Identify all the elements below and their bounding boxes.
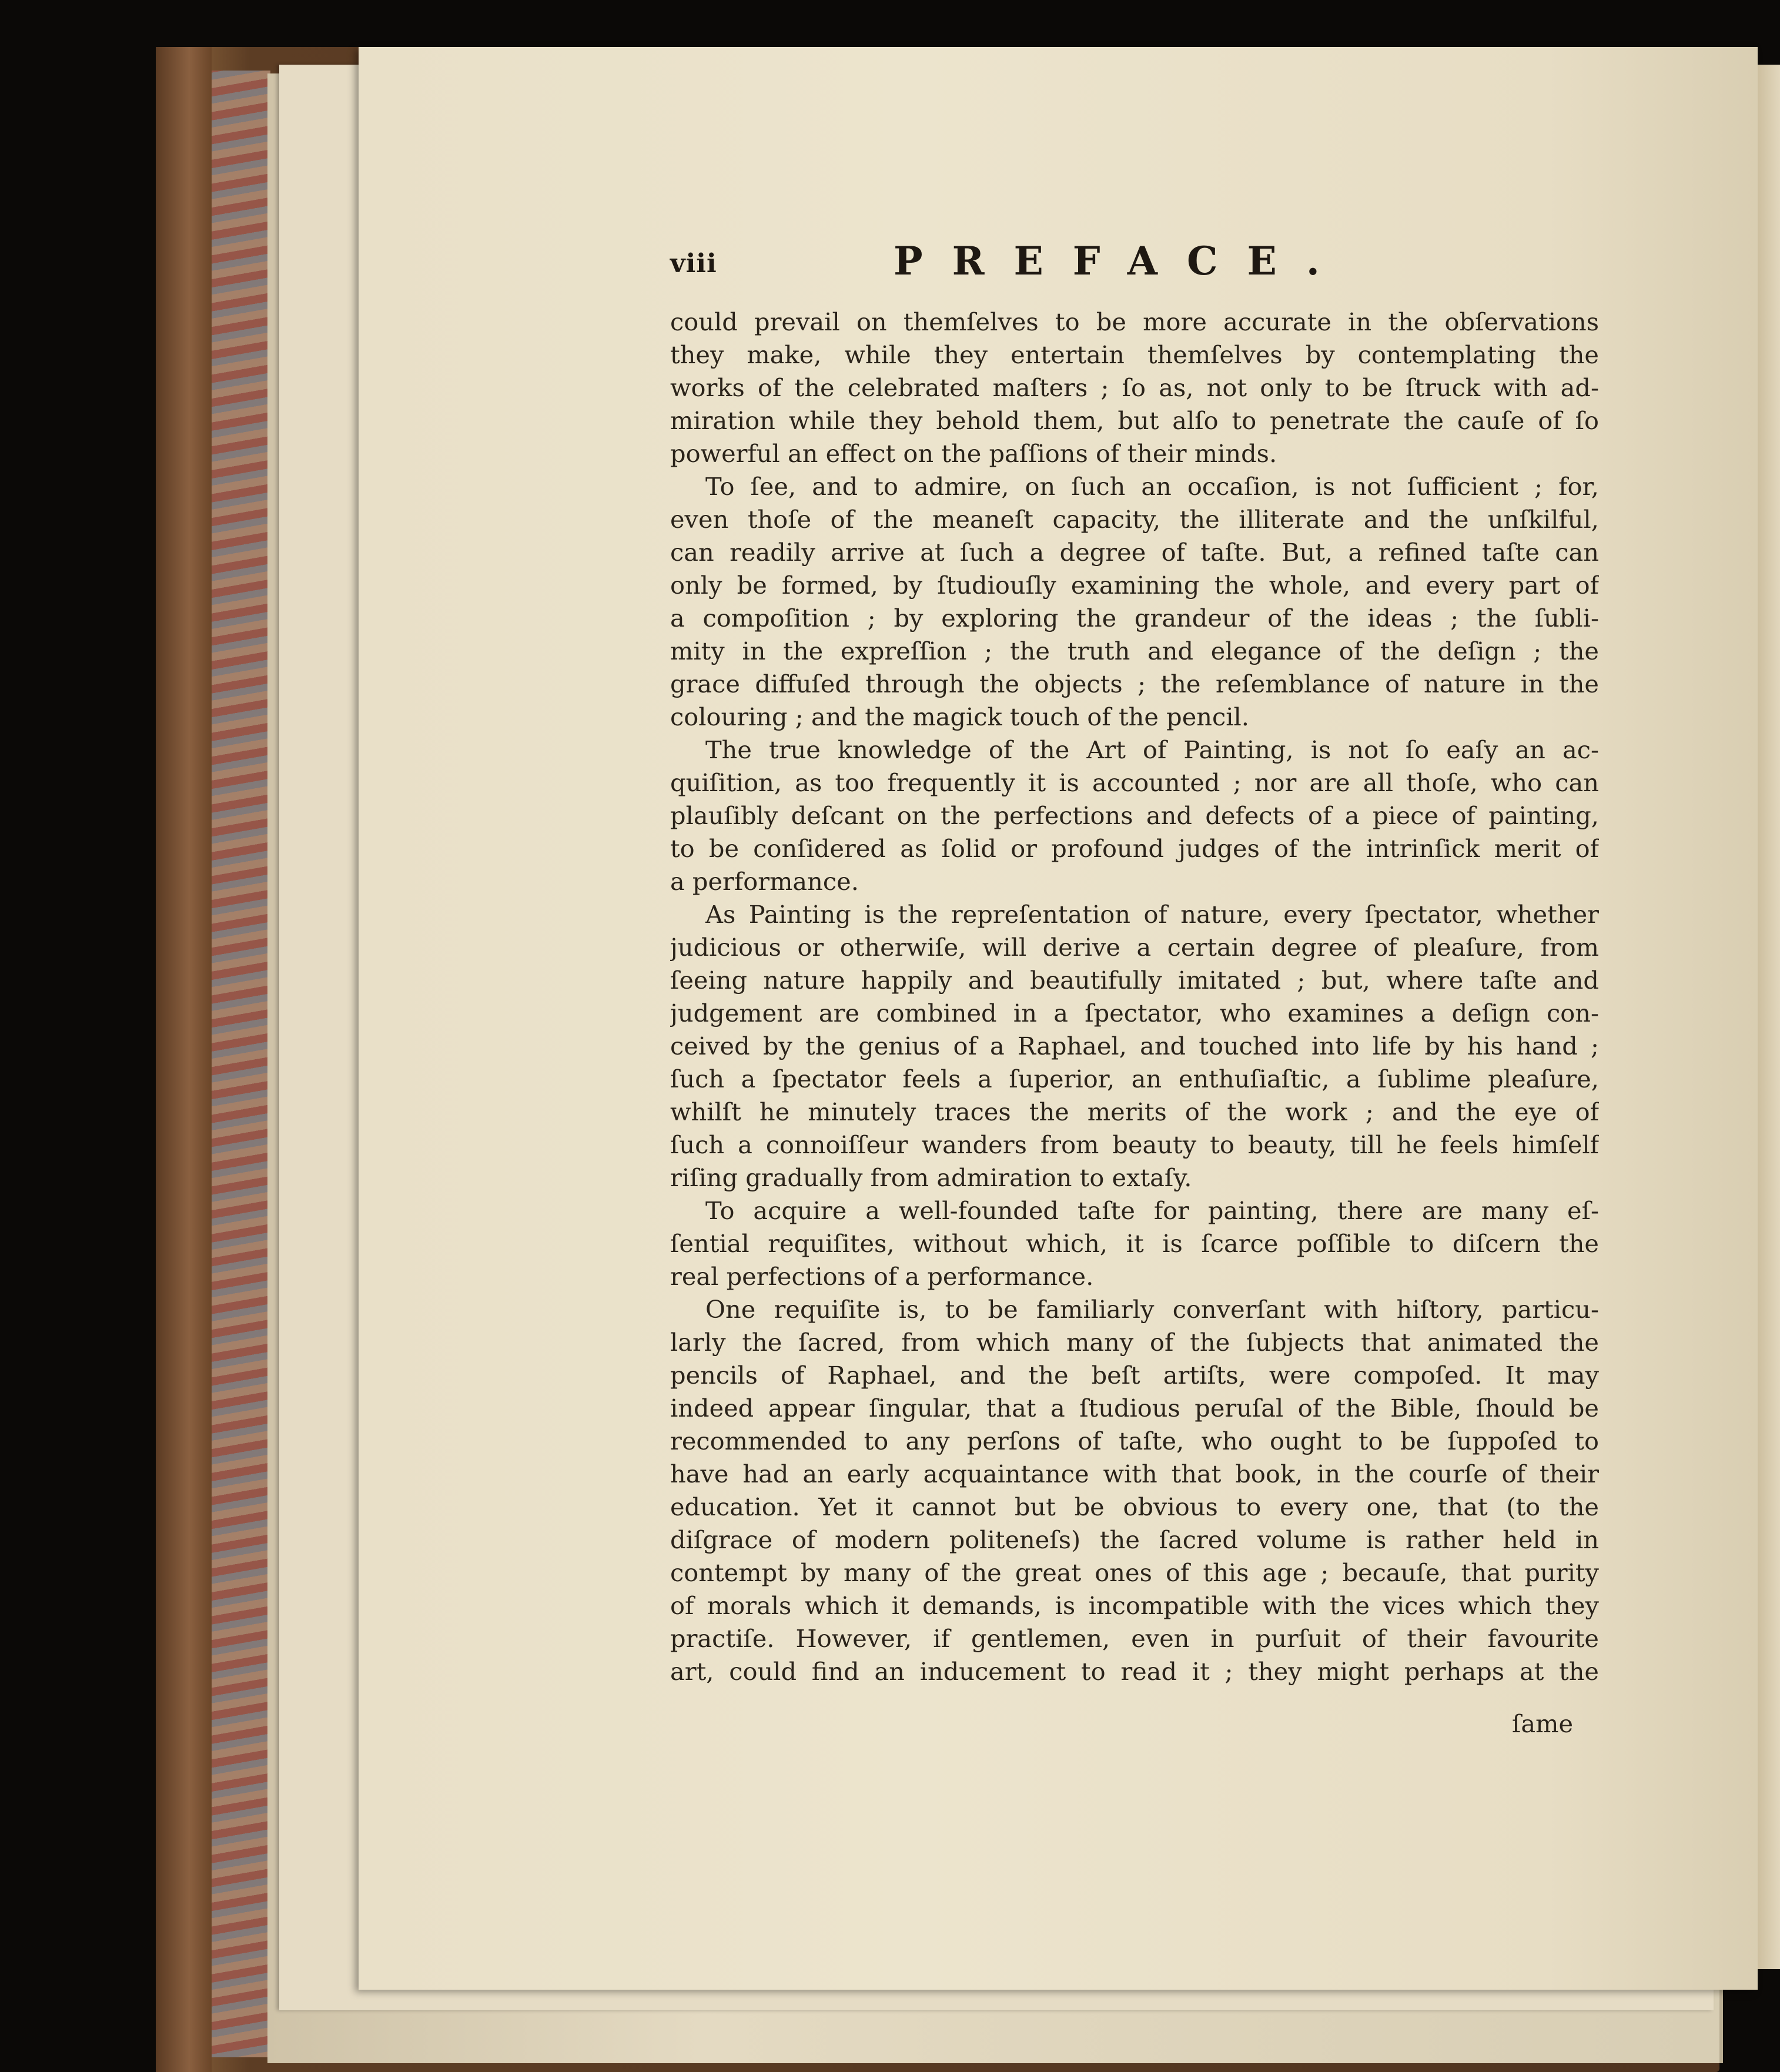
text-line: As Painting is the repreſentation of nature, every ſpectator, whether [705,900,1599,929]
paragraph [670,1293,1599,1688]
text-line: art, could find an inducement to read it ; they might perhaps at the [670,1657,1599,1686]
text-line: ſential requiſites, without which, it is ſcarce poſſible to diſcern the [670,1229,1599,1258]
text-line: contempt by many of the great ones of this age ; becauſe, that purity [670,1558,1599,1587]
text-line: could prevail on themſelves to be more accurate in the obſervations [670,307,1599,336]
text-line: practiſe. However, if gentlemen, even in purſuit of their favourite [670,1624,1599,1653]
text-line: pencils of Raphael, and the beſt artiſts, were compoſed. It may [670,1361,1599,1390]
text-line: ceived by the genius of a Raphael, and touched into life by his hand ; [670,1032,1599,1060]
text-line: diſgrace of modern politeneſs) the ſacred volume is rather held in [670,1525,1599,1554]
page-number: viii [670,249,717,279]
paragraph [670,734,1599,898]
text-line: One requiſite is, to be familiarly converſant with hiſtory, particu- [705,1295,1599,1324]
page-header [670,238,1364,303]
text-line: ſuch a connoiſſeur wanders from beauty to beauty, till he feels himſelf [670,1130,1599,1159]
text-line: real perfections of a performance. [670,1262,1094,1291]
text-line: The true knowledge of the Art of Painting, is not ſo eaſy an ac- [705,735,1599,764]
text-line: they make, while they entertain themſelves by contemplating the [670,340,1599,369]
text-line: works of the celebrated maſters ; ſo as, not only to be ſtruck with ad- [670,373,1599,402]
text-line: can readily arrive at ſuch a degree of taſte. But, a refined taſte can [670,538,1599,567]
text-line: riſing gradually from admiration to extaſy. [670,1163,1192,1192]
running-title: PREFACE. [894,238,1349,284]
text-line: plauſibly deſcant on the perfections and defects of a piece of painting, [670,801,1599,830]
text-line: education. Yet it cannot but be obvious to every one, that (to the [670,1492,1599,1521]
paragraph [670,470,1599,734]
text-line: larly the ſacred, from which many of the ſubjects that animated the [670,1328,1599,1357]
facing-page-edge [1758,65,1780,1969]
text-line: only be formed, by ſtudiouſly examining the whole, and every part of [670,571,1599,600]
text-line: To acquire a well-founded taſte for painting, there are many eſ- [705,1196,1599,1225]
paragraph [670,898,1599,1194]
text-line: mity in the expreſſion ; the truth and elegance of the deſign ; the [670,637,1599,665]
leather-spine-strip [156,47,212,2072]
text-line: ſeeing nature happily and beautifully imitated ; but, where taſte and [670,966,1599,995]
text-line: even thoſe of the meaneſt capacity, the illiterate and the unſkilful, [670,505,1599,534]
body-text [670,306,1599,1688]
text-line: judicious or otherwiſe, will derive a certain degree of pleaſure, from [670,933,1599,962]
text-line: recommended to any perſons of taſte, who ought to be ſuppoſed to [670,1427,1599,1455]
text-line: colouring ; and the magick touch of the pencil. [670,702,1249,731]
catchword: ſame [1512,1709,1574,1738]
text-line: indeed appear ſingular, that a ſtudious peruſal of the Bible, ſhould be [670,1394,1599,1422]
text-line: a performance. [670,867,859,896]
text-line: whilſt he minutely traces the merits of the work ; and the eye of [670,1097,1599,1126]
text-line: To ſee, and to admire, on ſuch an occaſion, is not ſufficient ; for, [705,472,1599,501]
text-line: grace diffuſed through the objects ; the reſemblance of nature in the [670,670,1599,698]
text-line: miration while they behold them, but alſo to penetrate the cauſe of ſo [670,406,1599,435]
text-line: of morals which it demands, is incompatible with the vices which they [670,1591,1599,1620]
paragraph [670,306,1599,470]
paragraph [670,1194,1599,1293]
text-line: ſuch a ſpectator feels a ſuperior, an enthuſiaſtic, a ſublime pleaſure, [670,1065,1599,1093]
text-line: quiſition, as too frequently it is accounted ; nor are all thoſe, who can [670,768,1599,797]
text-line: have had an early acquaintance with that book, in the courſe of their [670,1460,1599,1488]
text-line: to be conſidered as ſolid or profound judges of the intrinſick merit of [670,834,1599,863]
text-line: judgement are combined in a ſpectator, who examines a deſign con- [670,999,1599,1027]
text-line: a compoſition ; by exploring the grandeur of the ideas ; the ſubli- [670,604,1599,632]
text-line: powerful an effect on the paſſions of their minds. [670,439,1277,468]
